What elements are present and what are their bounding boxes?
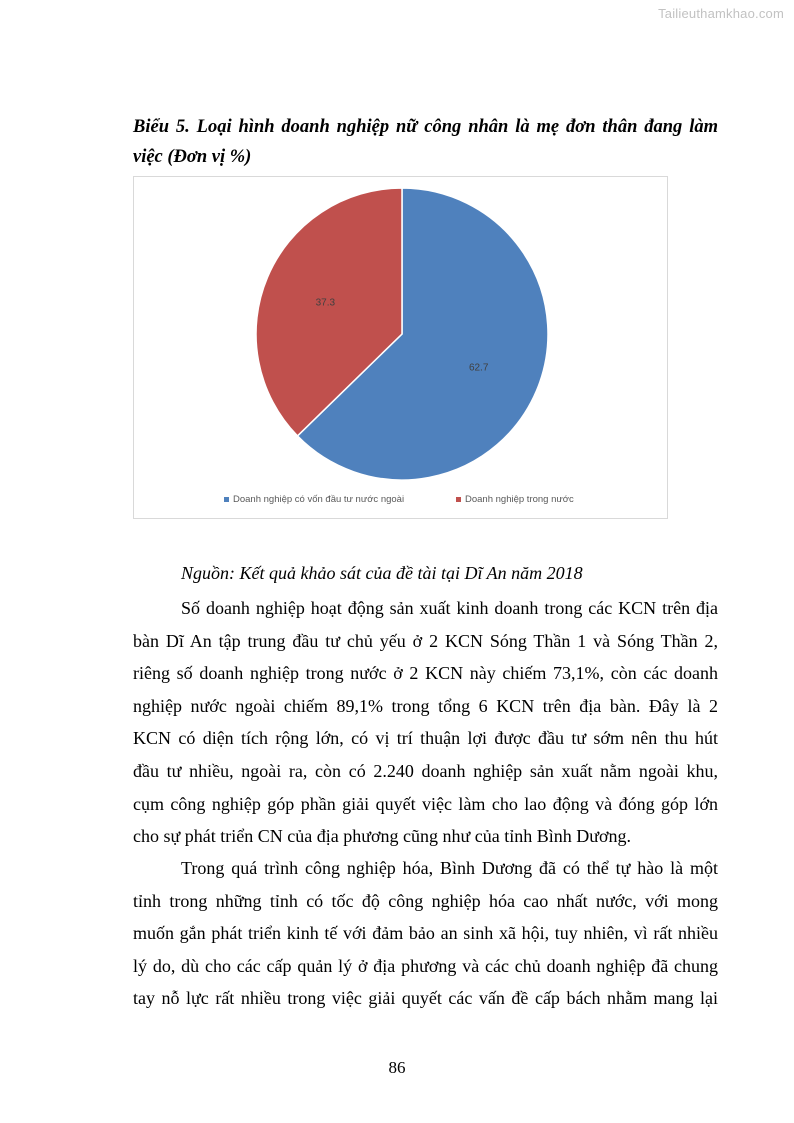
text-line: bàn Dĩ An tập trung đầu tư chủ yếu ở 2 KCN Sóng Thần 1 và Sóng Thần 2, xyxy=(133,630,718,651)
figure-source: Nguồn: Kết quả khảo sát của đề tài tại Dĩ An năm 2018 xyxy=(181,563,583,583)
legend-label-1: Doanh nghiệp có vốn đầu tư nước ngoài xyxy=(233,494,405,505)
figure-caption: Biểu 5. Loại hình doanh nghiệp nữ công nhân là mẹ đơn thân đang làm việc (Đơn vị %) xyxy=(133,117,718,167)
page-number: 86 xyxy=(388,1058,406,1077)
text-line: tỉnh trong những tỉnh có tốc độ công nghiệp hóa cao nhất nước, với mong xyxy=(133,890,718,911)
text-line: cụm công nghiệp góp phần giải quyết việc làm cho lao động và đóng góp lớn xyxy=(133,793,718,814)
text-line: nghiệp nước ngoài chiếm 89,1% trong tổng 6 KCN trên địa bàn. Đây là 2 xyxy=(133,695,718,716)
text-line: KCN có diện tích rộng lớn, có vị trí thuận lợi được đầu tư sớm nên thu hút xyxy=(133,728,718,749)
pie-chart-svg xyxy=(134,177,669,520)
text-line: muốn gắn phát triển kinh tế với đảm bảo an sinh xã hội, tuy nhiên, vì rất nhiều xyxy=(133,923,718,944)
legend-label-2: Doanh nghiệp trong nước xyxy=(465,494,574,505)
text-line: lý do, dù cho các cấp quản lý ở địa phương và các chủ doanh nghiệp đã chung xyxy=(133,955,718,976)
text-line: riêng số doanh nghiệp trong nước ở 2 KCN này chiếm 73,1%, còn các doanh xyxy=(133,663,718,684)
paragraph-2 xyxy=(133,852,718,1015)
watermark: Tailieuthamkhao.com xyxy=(658,6,784,21)
text-line: Số doanh nghiệp hoạt động sản xuất kinh doanh trong các KCN trên địa xyxy=(181,598,718,618)
text-line: tay nỗ lực rất nhiều trong việc giải quyết các vấn đề cấp bách nhằm mang lại xyxy=(133,988,718,1009)
text-line: Trong quá trình công nghiệp hóa, Bình Dương đã có thể tự hào là một xyxy=(181,858,718,878)
text-line: cho sự phát triển CN của địa phương cũng như của tỉnh Bình Dương. xyxy=(133,826,631,847)
pie-data-label-2: 37.3 xyxy=(315,297,336,309)
pie-data-label-1: 62.7 xyxy=(468,362,489,374)
pie-chart xyxy=(133,176,668,519)
text-line: đầu tư nhiều, ngoài ra, còn có 2.240 doanh nghiệp sản xuất nằm ngoài khu, xyxy=(133,760,718,781)
legend-marker-2 xyxy=(456,497,461,502)
legend-marker-1 xyxy=(224,497,229,502)
paragraph-1 xyxy=(133,592,718,853)
